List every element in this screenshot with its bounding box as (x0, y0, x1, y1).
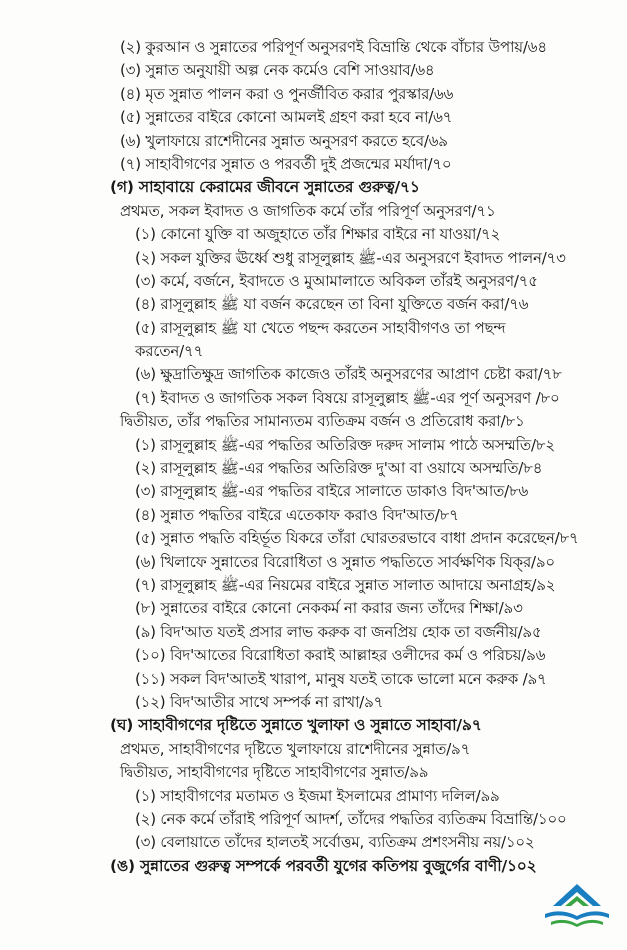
toc-entry: (৫) রাসূলুল্লাহ ﷺ যা খেতে পছন্দ করতেন সাহাবীগণও তা পছন্দ (135, 318, 506, 337)
toc-entry: (৪) মৃত সুন্নাত পালন করা ও পুনর্জীবিত করার পুরস্কার/৬৬ (120, 84, 454, 103)
toc-entry: (৬) খুলাফায়ে রাশেদীনের সুন্নাত অনুসরণ করতে হবে/৬৯ (120, 131, 448, 150)
toc-entry: (১) রাসূলুল্লাহ ﷺ-এর পদ্ধতির অতিরিক্ত দরুদ সালাম পাঠে অসম্মতি/৮২ (135, 435, 555, 454)
toc-entry: (৯) বিদ'আত যতই প্রসার লাভ করুক বা জনপ্রিয় হোক তা বর্জনীয়/৯৫ (135, 622, 542, 641)
toc-entry: (৩) কর্মে, বর্জনে, ইবাদতে ও মুআমালাতে অবিকল তাঁরই অনুসরণ/৭৫ (135, 271, 538, 290)
toc-entry: (৩) রাসূলুল্লাহ ﷺ-এর পদ্ধতির বাইরে সালাতে ডাকাও বিদ'আত/৮৬ (135, 482, 529, 501)
toc-entry: (১২) বিদ'আতীর সাথে সম্পর্ক না রাখা/৯৭ (135, 692, 384, 711)
toc-section-heading: (ঘ) সাহাবীগণের দৃষ্টিতে সুন্নাতে খুলাফা ও সুন্নাতে সাহাবা/৯৭ (110, 716, 482, 735)
toc-entry: (৭) ইবাদত ও জাগতিক সকল বিষয়ে রাসূলুল্লাহ ﷺ-এর পূর্ণ অনুসরণ /৮০ (135, 388, 560, 407)
toc-entry: প্রথমত, সকল ইবাদত ও জাগতিক কর্মে তাঁর পরিপূর্ণ অনুসরণ/৭১ (120, 201, 496, 220)
toc-entry: (৪) রাসূলুল্লাহ ﷺ যা বর্জন করেছেন তা বিনা যুক্তিতে বর্জন করা/৭৬ (135, 295, 529, 314)
toc-entry: (২) কুরআন ও সুন্নাতের পরিপূর্ণ অনুসরণই বিভ্রান্তি থেকে বাঁচার উপায়/৬৪ (120, 38, 547, 56)
toc-entry: (৭) রাসূলুল্লাহ ﷺ-এর নিয়মের বাইরে সুন্নাত সালাত আদায়ে অনাগ্রহ/৯২ (135, 575, 556, 594)
toc-entry: (১) কোনো যুক্তি বা অজুহাতে তাঁর শিক্ষার বাইরে না যাওয়া/৭২ (135, 225, 501, 244)
toc-entry: (২) সকল যুক্তির ঊর্ধ্বে শুধু রাসূলুল্লাহ ﷺ-এর অনুসরণে ইবাদত পালন/৭৩ (135, 248, 566, 267)
toc-section-heading: (গ) সাহাবায়ে কেরামের জীবনে সুন্নাতের গুরুত্ব/৭১ (110, 178, 420, 197)
toc-entry: (১) সাহাবীগণের মতামত ও ইজমা ইসলামের প্রামাণ্য দলিল/৯৯ (135, 786, 500, 805)
toc-entry: দ্বিতীয়ত, সাহাবীগণের দৃষ্টিতে সাহাবীগণের সুন্নাত/৯৯ (120, 763, 429, 782)
toc-entry: (৮) সুন্নাতের বাইরে কোনো নেককর্ম না করার জন্য তাঁদের শিক্ষা/৯৩ (135, 599, 523, 618)
toc-entry: (২) নেক কর্মে তাঁরাই পরিপূর্ণ আদর্শ, তাঁদের পদ্ধতির ব্যতিক্রম বিভ্রান্তি/১০০ (135, 809, 567, 828)
toc-entry: করতেন/৭৭ (135, 342, 204, 361)
toc-entry: (৭) সাহাবীগণের সুন্নাত ও পরবর্তী দুই প্রজন্মের মর্যাদা/৭০ (120, 154, 452, 173)
toc-entry: প্রথমত, সাহাবীগণের দৃষ্টিতে খুলাফায়ে রাশেদীনের সুন্নাত/৯৭ (120, 739, 471, 758)
toc-entry: (৬) খিলাফে সুন্নাতের বিরোধিতা ও সুন্নাত পদ্ধতিতে সার্বক্ষণিক যিক্‌র/৯০ (135, 552, 555, 571)
toc-entry: (৩) সুন্নাত অনুযায়ী অল্প নেক কর্মেও বেশি সাওয়াব/৬৪ (120, 61, 435, 80)
publisher-logo-icon (541, 880, 613, 932)
toc-entry: (৩) বেলায়াতে তাঁদের হালতই সর্বোত্তম, ব্যতিক্রম প্রশংসনীয় নয়/১০২ (135, 833, 535, 852)
toc-entry: (১১) সকল বিদ'আতই খারাপ, মানুষ যতই তাকে ভালো মনে করুক /৯৭ (135, 669, 547, 688)
toc-entry: (২) রাসূলুল্লাহ ﷺ-এর পদ্ধতির অতিরিক্ত দু'আ বা ওয়াযে অসম্মতি/৮৪ (135, 459, 543, 478)
toc-section-heading: (ঙ) সুন্নাতের গুরুত্ব সম্পর্কে পরবর্তী যুগের কতিপয় বুজুর্গের বাণী/১০২ (110, 856, 537, 875)
toc-entry: (৪) সুন্নাত পদ্ধতির বাইরে এতেকাফ করাও বিদ'আত/৮৭ (135, 505, 459, 524)
toc-entry: (৫) সুন্নাতের বাইরে কোনো আমলই গ্রহণ করা হবে না/৬৭ (120, 108, 453, 127)
toc-entry: দ্বিতীয়ত, তাঁর পদ্ধতির সামান্যতম ব্যতিক্রম বর্জন ও প্রতিরোধ করা/৮১ (120, 412, 525, 431)
table-of-contents (0, 36, 600, 878)
toc-entry: (১০) বিদ'আতের বিরোধিতা করাই আল্লাহর ওলীদের কর্ম ও পরিচয়/৯৬ (135, 646, 546, 665)
toc-entry: (৫) সুন্নাত পদ্ধতি বহির্ভূত যিকরে তাঁরা ঘোরতরভাবে বাধা প্রদান করেছেন/৮৭ (135, 529, 579, 548)
toc-entry: (৬) ক্ষুদ্রাতিক্ষুদ্র জাগতিক কাজেও তাঁরই অনুসরণের আপ্রাণ চেষ্টা করা/৭৮ (135, 365, 562, 384)
